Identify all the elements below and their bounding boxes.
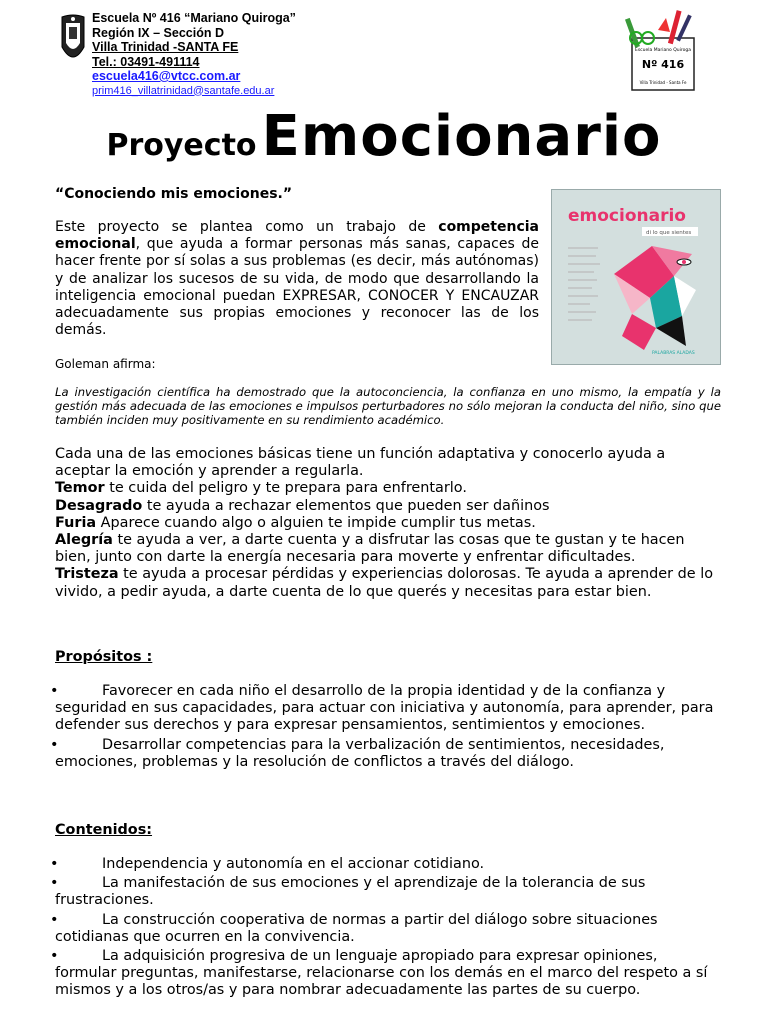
school-email-secondary-link[interactable]: prim416_villatrinidad@santafe.edu.ar [92, 84, 275, 97]
title-main: Emocionario [261, 104, 662, 169]
goleman-label: Goleman afirma: [55, 357, 156, 371]
intro-text-2: , que ayuda a formar personas más sanas, capaces de hacer frente por sí solas a sus problemas (es decir, más autónomas) y de analizar los sucesos de su vida, de modo que desarrollando la inteligencia emocional puedan EXPRESAR, CONOCER Y ENCAUZAR adecuadamente sus propias emociones y reconocer las de los demás. [55, 236, 539, 339]
list-item [50, 948, 721, 1000]
propositos-list [50, 683, 721, 773]
emotion-name: Furia [55, 514, 97, 531]
goleman-quote: La investigación científica ha demostrado que la autoconciencia, la confianza en uno mismo, la empatía y la gestión más adecuada de las emociones e impulsos perturbadores no sólo mejoran la conducta del niño, sino que también inciden muy positivamente en su rendimiento académico. [55, 385, 721, 427]
emotion-name: Alegría [55, 532, 113, 549]
emotion-item [55, 515, 721, 532]
contenidos-heading: Contenidos: [55, 822, 153, 838]
emotion-description: te ayuda a procesar pérdidas y experiencias dolorosas. Te ayuda a aprender de lo vivido, a pedir ayuda, a darte cuenta de lo que querés y necesitas para estar bien. [55, 566, 714, 600]
page-title [0, 104, 768, 169]
emotion-description: te cuida del peligro y te prepara para enfrentarlo. [104, 480, 467, 497]
list-item-text: La construcción cooperativa de normas a partir del diálogo sobre situaciones cotidianas que ocurren en la convivencia. [55, 911, 658, 945]
bullet-icon: • [50, 948, 59, 965]
list-item [50, 856, 721, 873]
bullet-icon: • [50, 683, 59, 699]
school-region: Región IX – Sección D [92, 25, 224, 40]
school-crest-icon [60, 13, 86, 67]
list-item-text: Independencia y autonomía en el accionar cotidiano. [102, 856, 485, 872]
school-name: Escuela Nº 416 “Mariano Quiroga” [92, 11, 296, 25]
emotion-name: Temor [55, 480, 105, 497]
emotion-name: Tristeza [55, 566, 119, 583]
logo-place: Villa Trinidad - Santa Fe [639, 80, 687, 85]
propositos-heading: Propósitos : [55, 649, 153, 665]
project-subtitle: “Conociendo mis emociones.” [55, 186, 293, 202]
list-item [50, 875, 721, 909]
cover-title: emocionario [568, 206, 686, 226]
list-item [50, 683, 721, 735]
school-email-link[interactable]: escuela416@vtcc.com.ar [92, 69, 241, 83]
intro-paragraph [55, 219, 539, 339]
logo-number: Nº 416 [641, 58, 685, 71]
emotion-description: Aparece cuando algo o alguien te impide cumplir tus metas. [96, 514, 536, 531]
emotion-item [55, 566, 721, 600]
bullet-icon: • [50, 736, 59, 753]
emotion-item [55, 480, 721, 497]
title-prefix: Proyecto [106, 128, 257, 163]
emotions-intro: Cada una de las emociones básicas tiene un función adaptativa y conocerlo ayuda a aceptar la emoción y aprender a regularla. [55, 446, 666, 480]
list-item [50, 736, 721, 771]
bullet-icon: • [50, 911, 59, 928]
book-cover-image [551, 189, 721, 365]
school-info [92, 11, 296, 98]
school-phone: Tel.: 03491-491114 [92, 54, 200, 69]
emotions-section [55, 446, 721, 601]
cover-publisher: PALABRAS ALADAS [652, 351, 695, 356]
list-item-text: Favorecer en cada niño el desarrollo de la propia identidad y de la confianza y seguridad en sus capacidades, para actuar con iniciativa y autonomía, para aprender, para defender sus derechos y para expresar pensamientos, sentimientos y emociones. [55, 683, 714, 734]
bullet-icon: • [50, 875, 59, 892]
emotion-description: te ayuda a rechazar elementos que pueden ser dañinos [142, 497, 550, 514]
school-location: Villa Trinidad -SANTA FE [92, 40, 239, 54]
intro-text-1: Este proyecto se plantea como un trabajo de [55, 219, 439, 235]
list-item-text: Desarrollar competencias para la verbalización de sentimientos, necesidades, emociones, problemas y la resolución de conflictos a través del diálogo. [55, 736, 665, 770]
list-item [50, 911, 721, 946]
emotion-item [55, 532, 721, 566]
emotion-name: Desagrado [55, 497, 143, 514]
school-logo [622, 8, 698, 92]
list-item-text: La adquisición progresiva de un lenguaje apropiado para expresar opiniones, formular preguntas, manifestarse, relacionarse con los demás en el marco del respeto a sí mismos y a los otros/as y para nombrar adecuadamente las partes de su cuerpo. [55, 948, 708, 999]
cover-subtitle: di lo que sientes [646, 230, 692, 236]
list-item-text: La manifestación de sus emociones y el aprendizaje de la tolerancia de sus frustraciones. [55, 875, 646, 909]
contenidos-list [50, 856, 721, 1002]
bullet-icon: • [50, 856, 59, 872]
logo-arc-text: Escuela Mariano Quiroga [634, 48, 692, 53]
emotion-item [55, 498, 721, 515]
intro-bold: competencia emocional [55, 219, 539, 253]
emotion-description: te ayuda a ver, a darte cuenta y a disfrutar las cosas que te gustan y te hacen bien, junto con darte la energía necesaria para moverte y enfrentar dificultades. [55, 532, 685, 566]
